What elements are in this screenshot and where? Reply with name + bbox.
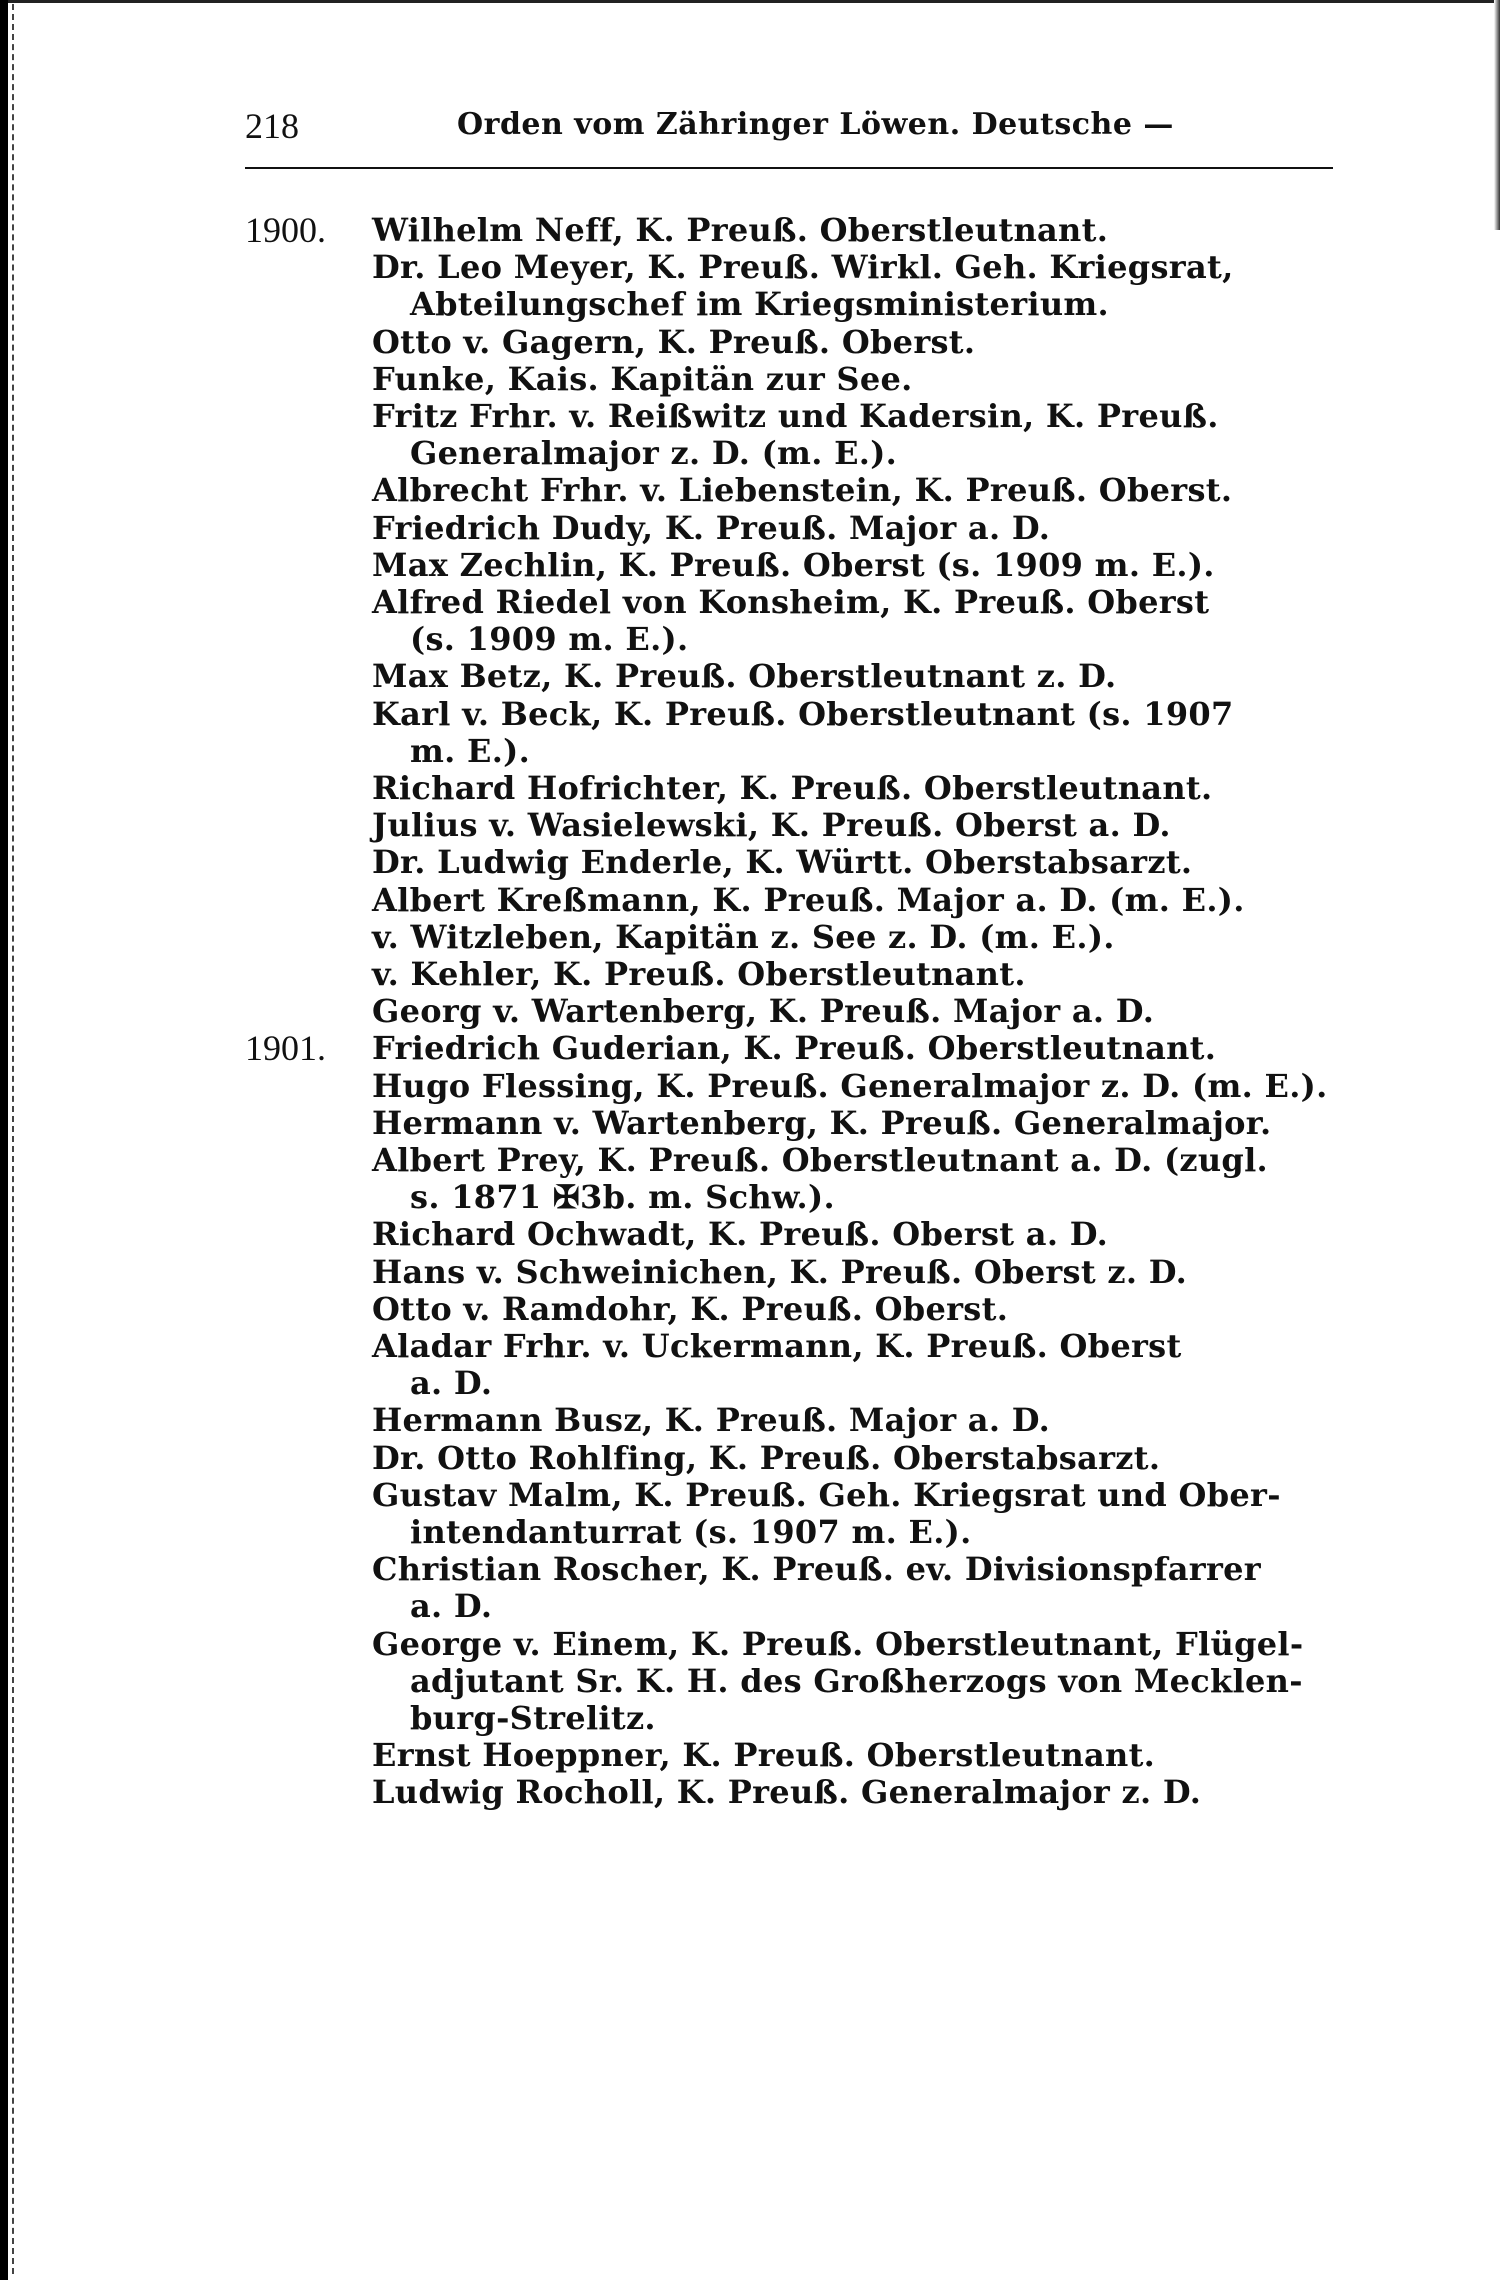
scan-border-top (8, 0, 1500, 8)
entry-line: Otto v. Ramdohr, K. Preuß. Oberst. (372, 1289, 1009, 1328)
entry-line: Richard Ochwadt, K. Preuß. Oberst a. D. (372, 1215, 1109, 1254)
entry-line: Dr. Otto Rohlfing, K. Preuß. Oberstabsarzt. (372, 1438, 1161, 1477)
entry-line: Dr. Leo Meyer, K. Preuß. Wirkl. Geh. Kriegsrat, (372, 248, 1234, 287)
entry-line: Funke, Kais. Kapitän zur See. (372, 359, 913, 398)
entry-line: Georg v. Wartenberg, K. Preuß. Major a. D. (372, 992, 1155, 1031)
entry-continuation-line: intendanturrat (s. 1907 m. E.). (410, 1513, 972, 1551)
scan-border-left (0, 0, 8, 2280)
entry-continuation-line: (s. 1909 m. E.). (410, 620, 689, 659)
entry-line: Hermann v. Wartenberg, K. Preuß. Generalmajor. (372, 1103, 1272, 1142)
running-title: Orden vom Zähringer Löwen. Deutsche — (457, 107, 1174, 142)
entry-continuation-line: m. E.). (410, 731, 531, 770)
entry-continuation-line: a. D. (410, 1587, 493, 1626)
entry-line: George v. Einem, K. Preuß. Oberstleutnant, Flügel- (372, 1624, 1304, 1663)
page-number: 218 (245, 106, 299, 146)
entry-line: Hermann Busz, K. Preuß. Major a. D. (372, 1401, 1051, 1440)
entry-line: Ludwig Rocholl, K. Preuß. Generalmajor z. D. (372, 1773, 1202, 1812)
entry-line: v. Kehler, K. Preuß. Oberstleutnant. (372, 955, 1026, 993)
entry-continuation-line: adjutant Sr. K. H. des Großherzogs von Mecklen- (410, 1661, 1303, 1700)
year-label: 1901. (245, 1028, 326, 1069)
entry-line: Fritz Frhr. v. Reißwitz und Kadersin, K. Preuß. (372, 397, 1219, 435)
page-header (245, 105, 1330, 155)
entry-line: Dr. Ludwig Enderle, K. Württ. Oberstabsarzt. (372, 843, 1193, 882)
scan-border-right (1494, 0, 1500, 230)
entry-line: Wilhelm Neff, K. Preuß. Oberstleutnant. (372, 211, 1109, 249)
entry-line: Otto v. Gagern, K. Preuß. Oberst. (372, 322, 976, 361)
entry-line: Albrecht Frhr. v. Liebenstein, K. Preuß. Oberst. (372, 471, 1233, 510)
entry-line: Friedrich Dudy, K. Preuß. Major a. D. (372, 508, 1051, 547)
entry-line: Albert Kreßmann, K. Preuß. Major a. D. (m. E.). (372, 880, 1245, 919)
entry-line: Ernst Hoeppner, K. Preuß. Oberstleutnant. (372, 1736, 1156, 1775)
scan-border-left-inner (12, 4, 16, 2274)
entry-line: Richard Hofrichter, K. Preuß. Oberstleutnant. (372, 769, 1213, 807)
entry-line: Max Betz, K. Preuß. Oberstleutnant z. D. (372, 657, 1117, 696)
entry-continuation-line: burg-Strelitz. (410, 1699, 656, 1737)
entry-continuation-line: Abteilungschef im Kriegsministerium. (410, 285, 1110, 324)
entry-line: Hans v. Schweinichen, K. Preuß. Oberst z. D. (372, 1252, 1188, 1291)
entry-line: Friedrich Guderian, K. Preuß. Oberstleutnant. (372, 1029, 1217, 1068)
entry-continuation-line: Generalmajor z. D. (m. E.). (410, 434, 898, 473)
entry-line: Karl v. Beck, K. Preuß. Oberstleutnant (s. 1907 (372, 694, 1234, 733)
entry-line: Christian Roscher, K. Preuß. ev. Divisionspfarrer (372, 1550, 1261, 1589)
entry-line: v. Witzleben, Kapitän z. See z. D. (m. E.). (372, 917, 1115, 956)
entry-line: Julius v. Wasielewski, K. Preuß. Oberst a. D. (372, 806, 1171, 845)
header-rule (245, 167, 1333, 169)
entry-line: Albert Prey, K. Preuß. Oberstleutnant a. D. (zugl. (372, 1141, 1268, 1179)
entry-line: Gustav Malm, K. Preuß. Geh. Kriegsrat und Ober- (372, 1475, 1281, 1514)
entry-line: Aladar Frhr. v. Uckermann, K. Preuß. Oberst (372, 1327, 1182, 1365)
entry-continuation-line: a. D. (410, 1364, 493, 1403)
entry-continuation-line: s. 1871 ✠3b. m. Schw.). (410, 1178, 835, 1217)
year-label: 1900. (245, 210, 326, 250)
entry-line: Alfred Riedel von Konsheim, K. Preuß. Oberst (372, 583, 1210, 621)
entry-line: Max Zechlin, K. Preuß. Oberst (s. 1909 m. E.). (372, 545, 1215, 584)
entry-line: Hugo Flessing, K. Preuß. Generalmajor z. D. (m. E.). (372, 1066, 1328, 1105)
